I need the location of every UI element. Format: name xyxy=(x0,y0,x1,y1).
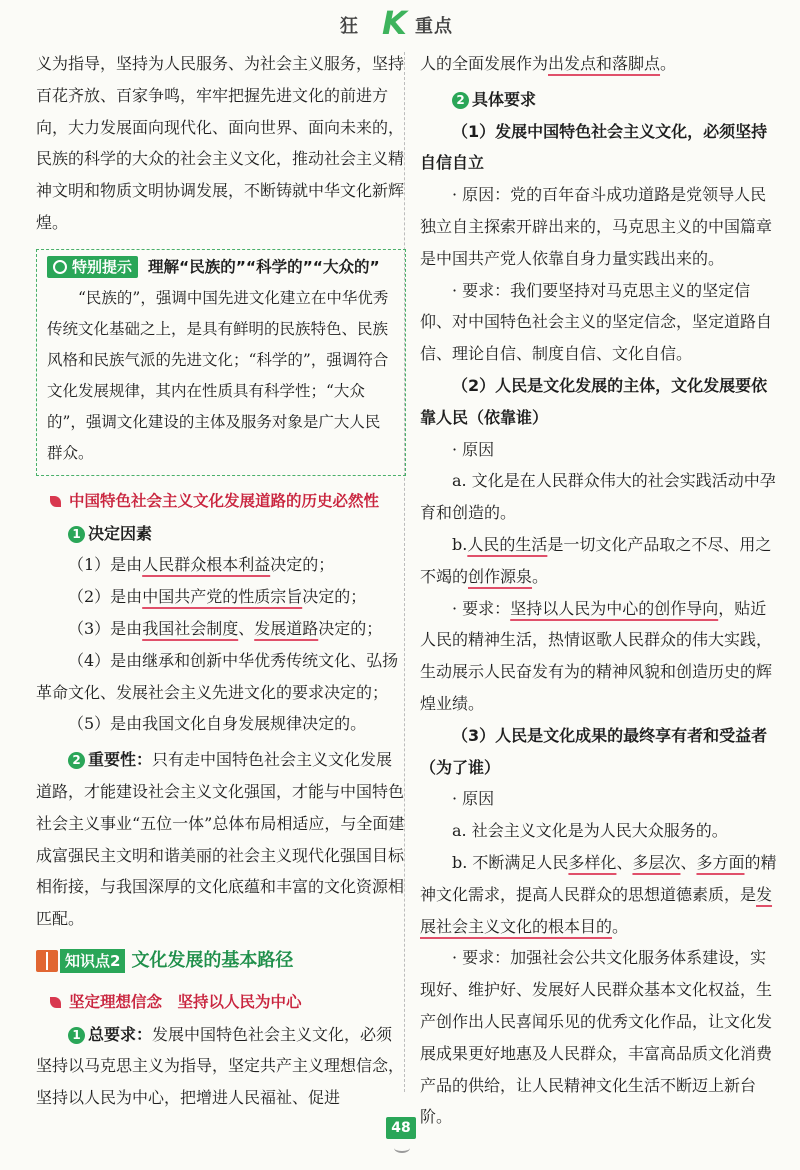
book-icon xyxy=(36,950,58,972)
text: 、 xyxy=(238,618,255,638)
underlined-text: 多样化 xyxy=(568,852,617,872)
subheading-text: 具体要求 xyxy=(472,89,537,109)
number-badge-1: 1 xyxy=(68,526,85,543)
footer-ornament-icon xyxy=(394,1143,410,1153)
req-2-reason-label: · 原因 xyxy=(452,439,495,459)
tip-label xyxy=(47,256,138,278)
section-heading-ideals xyxy=(36,987,406,1019)
req-2-title: （2）人民是文化发展的主体，文化发展要依靠人民（依靠谁） xyxy=(420,375,768,427)
underlined-text: 多层次 xyxy=(632,852,681,872)
text: 是一切文化产品取之不尽、用之不竭的 xyxy=(420,534,772,586)
text: 、 xyxy=(616,852,633,872)
number-badge-1: 1 xyxy=(68,1027,85,1044)
text: 的精神文化需求，提高人民群众的思想道德素质，是 xyxy=(420,852,777,904)
underlined-text: 我国社会制度 xyxy=(142,618,239,638)
brand-text: 狂 xyxy=(340,16,359,37)
text: 。 xyxy=(660,54,677,73)
section-heading-text: 坚定理想信念 坚持以人民为中心 xyxy=(69,992,302,1011)
req-3-reason-label: · 原因 xyxy=(452,789,495,809)
number-badge-2: 2 xyxy=(452,92,469,109)
underlined-text: 人民群众根本利益 xyxy=(142,555,271,575)
tip-icon xyxy=(53,260,67,274)
req-3-title: （3）人民是文化成果的最终享有者和受益者（为了谁） xyxy=(420,725,768,777)
intro-paragraph: 义为指导，坚持为人民服务、为社会主义服务，坚持百花齐放、百家争鸣，牢牢把握先进文化的前进方向，大力发展面向现代化、面向世界、面向未来的，民族的科学的大众的社会主义文化，推动社会主义精神文明和物质文明协调发展，不断铸就中华文化新辉煌。 xyxy=(36,54,405,232)
underlined-text: 多方面 xyxy=(696,852,745,872)
number-badge-2: 2 xyxy=(68,752,85,769)
req-1-requirement: · 要求：我们要坚持对马克思主义的坚定信仰、对中国特色社会主义的坚定信念，坚定道路自信、理论自信、制度自信、文化自信。 xyxy=(420,280,773,364)
tip-title: 理解“民族的”“科学的”“大众的” xyxy=(148,257,380,276)
leaf-icon xyxy=(50,496,61,507)
subheading-text: 总要求： xyxy=(88,1024,153,1044)
text: 。 xyxy=(532,566,549,586)
underlined-text: 人民的生活 xyxy=(467,534,548,554)
text: b. xyxy=(452,534,468,554)
text: 决定的； xyxy=(302,587,367,607)
text: · 要求： xyxy=(452,598,511,618)
factor-4: （4）是由继承和创新中华优秀传统文化、弘扬革命文化、发展社会主义先进文化的要求决定的； xyxy=(36,650,399,702)
text: （2）是由 xyxy=(68,587,143,607)
knowledge-point-heading xyxy=(36,945,406,977)
knowledge-point-tag: 知识点2 xyxy=(60,949,125,973)
text: （3）是由 xyxy=(68,618,143,638)
factor-2 xyxy=(36,581,406,613)
text: 人的全面发展作为 xyxy=(420,54,549,73)
underlined-text: 发展社会主义文化的根本目的 xyxy=(420,884,773,936)
req-2-reason-b xyxy=(420,529,780,593)
factor-3 xyxy=(36,613,406,645)
page-header xyxy=(0,6,800,46)
subheading-text: 决定因素 xyxy=(88,523,153,543)
general-text: 发展中国特色社会主义文化，必须坚持以马克思主义为指导，坚定共产主义理想信念，坚持以人民为中心，把增进人民福祉、促进 xyxy=(36,1024,405,1108)
subheading-factors xyxy=(36,518,406,550)
text: b. 不断满足人民 xyxy=(452,852,569,872)
req-3-reason-b xyxy=(420,847,780,942)
text: 。 xyxy=(612,916,629,936)
tip-label-text: 特别提示 xyxy=(72,257,133,276)
general-requirement xyxy=(36,1019,406,1114)
tip-header xyxy=(47,252,395,283)
req-3-requirement: · 要求：加强社会公共文化服务体系建设，实现好、维护好、发展好人民群众基本文化权益，生产创作出人民喜闻乐见的优秀文化作品，让文化发展成果更好地惠及人民群众，丰富高品质文化消费产品的供给，让人民精神文化生活不断迈上新台阶。 xyxy=(420,948,773,1127)
underlined-text: 中国共产党的性质宗旨 xyxy=(142,587,303,607)
special-tip-box xyxy=(36,249,406,476)
text: ，贴近人民的精神生活，热情讴歌人民群众的伟大实践，生动展示人民奋发有为的精神风貌和创造历史的辉煌业绩。 xyxy=(420,598,773,713)
text: 决定的； xyxy=(270,555,335,575)
leaf-icon xyxy=(50,997,61,1008)
brand-text-focus: 重点 xyxy=(415,16,453,37)
underlined-text: 创作源泉 xyxy=(468,566,533,586)
underlined-text: 发展道路 xyxy=(254,618,319,638)
text: 、 xyxy=(680,852,697,872)
underlined-text: 出发点和落脚点 xyxy=(548,54,661,73)
subheading-text: 重要性： xyxy=(88,750,153,770)
factor-1 xyxy=(36,549,406,581)
importance-paragraph xyxy=(36,744,406,935)
req-2-reason-a: a. 文化是在人民群众伟大的社会实践活动中孕育和创造的。 xyxy=(420,471,776,523)
continued-paragraph xyxy=(420,48,780,80)
left-column xyxy=(36,48,406,1114)
subheading-specific xyxy=(420,84,780,116)
importance-text: 只有走中国特色社会主义文化发展道路，才能建设社会主义文化强国，才能与中国特色社会主义事业“五位一体”总体布局相适应，与全面建成富强民主文明和谐美丽的社会主义现代化强国目标相衔接，与我国深厚的文化底蕴和丰富的文化资源相匹配。 xyxy=(36,750,405,929)
section-heading-text: 中国特色社会主义文化发展道路的历史必然性 xyxy=(69,491,380,510)
req-3-reason-a: a. 社会主义文化是为人民大众服务的。 xyxy=(452,821,728,841)
text: 决定的； xyxy=(318,618,383,638)
section-heading-inevitability xyxy=(36,486,406,518)
req-1-reason: · 原因：党的百年奋斗成功道路是党领导人民独立自主探索开辟出来的，马克思主义的中国篇章是中国共产党人依靠自身力量实践出来的。 xyxy=(420,185,773,268)
req-1-title: （1）发展中国特色社会主义文化，必须坚持自信自立 xyxy=(420,121,768,173)
page-number: 48 xyxy=(386,1117,416,1139)
req-2-requirement xyxy=(420,593,780,720)
right-column xyxy=(420,48,780,1133)
brand-k-logo: K xyxy=(382,4,407,42)
knowledge-point-title: 文化发展的基本路径 xyxy=(131,949,294,971)
factor-5: （5）是由我国文化自身发展规律决定的。 xyxy=(68,714,367,734)
underlined-text: 坚持以人民为中心的创作导向 xyxy=(510,598,719,618)
text: （1）是由 xyxy=(68,555,143,575)
tip-body: “民族的”，强调中国先进文化建立在中华优秀传统文化基础之上，是具有鲜明的民族特色、民族风格和民族气派的先进文化；“科学的”，强调符合文化发展规律，其内在性质具有科学性；“大众的”，强调文化建设的主体及服务对象是广大人民群众。 xyxy=(47,288,389,462)
